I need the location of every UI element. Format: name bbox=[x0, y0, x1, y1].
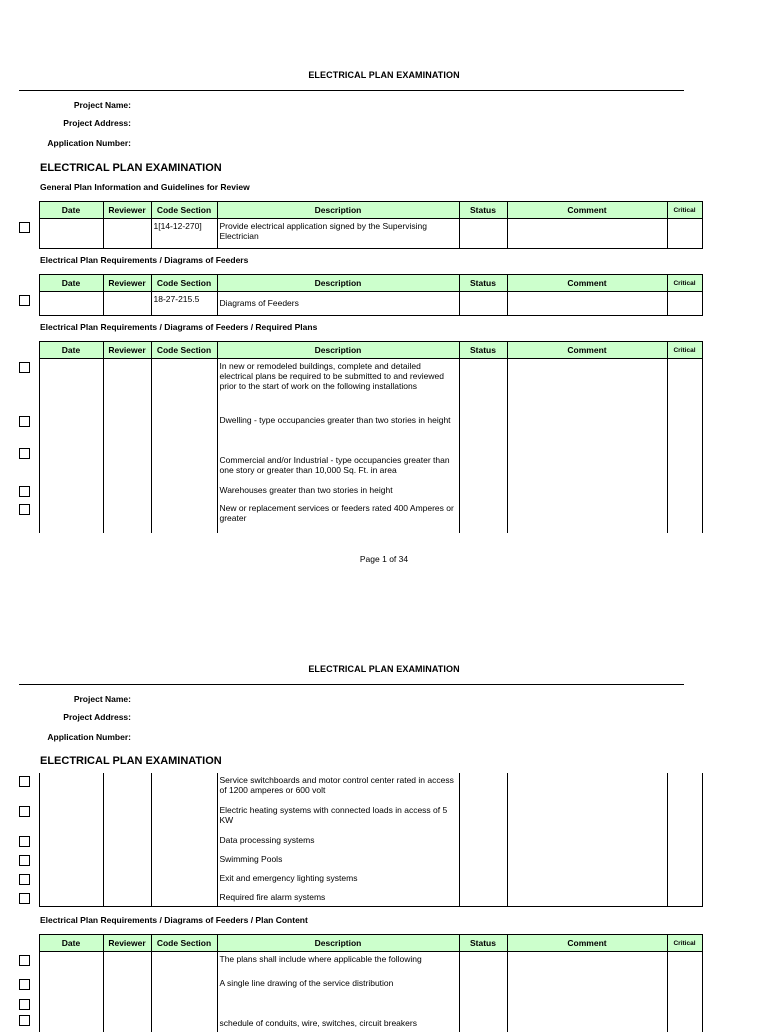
comment-cell[interactable] bbox=[507, 871, 667, 890]
col-description: Description bbox=[217, 275, 459, 292]
comment-cell[interactable] bbox=[507, 852, 667, 871]
date-cell[interactable] bbox=[39, 483, 103, 501]
table-row bbox=[19, 219, 702, 249]
col-reviewer: Reviewer bbox=[103, 935, 151, 952]
date-cell[interactable] bbox=[39, 871, 103, 890]
reviewer-cell[interactable] bbox=[103, 219, 151, 249]
comment-cell[interactable] bbox=[507, 803, 667, 833]
critical-cell[interactable] bbox=[667, 833, 702, 852]
col-reviewer: Reviewer bbox=[103, 275, 151, 292]
date-cell[interactable] bbox=[39, 890, 103, 906]
reviewer-cell[interactable] bbox=[103, 833, 151, 852]
review-checkbox[interactable] bbox=[19, 295, 30, 306]
section-title: ELECTRICAL PLAN EXAMINATION bbox=[40, 162, 222, 174]
comment-cell[interactable] bbox=[507, 501, 667, 533]
table-row bbox=[19, 445, 702, 483]
critical-cell[interactable] bbox=[667, 219, 702, 249]
status-cell[interactable] bbox=[459, 803, 507, 833]
review-checkbox[interactable] bbox=[19, 893, 30, 904]
code-section-cell bbox=[151, 773, 217, 803]
comment-cell[interactable] bbox=[507, 445, 667, 483]
table-row bbox=[19, 359, 702, 413]
critical-cell[interactable] bbox=[667, 996, 702, 1012]
code-section-cell bbox=[151, 483, 217, 501]
review-checkbox[interactable] bbox=[19, 776, 30, 787]
review-checkbox[interactable] bbox=[19, 486, 30, 497]
description-cell: A single line drawing of the service distribution bbox=[217, 976, 459, 996]
review-checkbox[interactable] bbox=[19, 222, 30, 233]
col-description: Description bbox=[217, 935, 459, 952]
status-cell[interactable] bbox=[459, 413, 507, 445]
table-row bbox=[19, 890, 702, 906]
reviewer-cell[interactable] bbox=[103, 483, 151, 501]
status-cell[interactable] bbox=[459, 445, 507, 483]
doc-title: ELECTRICAL PLAN EXAMINATION bbox=[308, 70, 460, 80]
comment-cell[interactable] bbox=[507, 1012, 667, 1032]
code-section-cell bbox=[151, 952, 217, 976]
reviewer-cell[interactable] bbox=[103, 445, 151, 483]
critical-cell[interactable] bbox=[667, 976, 702, 996]
code-section-cell bbox=[151, 996, 217, 1012]
code-section-cell bbox=[151, 852, 217, 871]
col-status: Status bbox=[459, 202, 507, 219]
review-table bbox=[19, 341, 703, 533]
critical-cell[interactable] bbox=[667, 483, 702, 501]
status-cell[interactable] bbox=[459, 219, 507, 249]
code-section-cell bbox=[151, 445, 217, 483]
header-rule bbox=[19, 90, 684, 91]
status-cell[interactable] bbox=[459, 359, 507, 413]
application-number-label: Application Number: bbox=[47, 732, 131, 742]
comment-cell[interactable] bbox=[507, 413, 667, 445]
project-address-label: Project Address: bbox=[63, 712, 131, 722]
col-status: Status bbox=[459, 935, 507, 952]
date-cell[interactable] bbox=[39, 773, 103, 803]
review-checkbox[interactable] bbox=[19, 806, 30, 817]
review-checkbox[interactable] bbox=[19, 955, 30, 966]
description-cell: Service switchboards and motor control center rated in access of 1200 amperes or 600 volt bbox=[217, 773, 459, 803]
subsection-title: Electrical Plan Requirements / Diagrams of Feeders bbox=[40, 255, 249, 265]
review-checkbox[interactable] bbox=[19, 836, 30, 847]
critical-cell[interactable] bbox=[667, 952, 702, 976]
col-reviewer: Reviewer bbox=[103, 202, 151, 219]
project-name-label: Project Name: bbox=[73, 100, 131, 110]
date-cell[interactable] bbox=[39, 292, 103, 316]
code-section-cell bbox=[151, 413, 217, 445]
code-section-cell: 18-27-215.5 bbox=[151, 292, 217, 316]
critical-cell[interactable] bbox=[667, 292, 702, 316]
table-row bbox=[19, 1012, 702, 1032]
subsection-title: General Plan Information and Guidelines for Review bbox=[40, 182, 250, 192]
description-cell: In new or remodeled buildings, complete and detailed electrical plans be required to be submitted to and reviewed prior to the start of work on the following installations bbox=[217, 359, 459, 413]
review-table-continued bbox=[19, 773, 703, 907]
doc-title: ELECTRICAL PLAN EXAMINATION bbox=[308, 664, 460, 674]
critical-cell[interactable] bbox=[667, 445, 702, 483]
reviewer-cell[interactable] bbox=[103, 359, 151, 413]
review-checkbox[interactable] bbox=[19, 855, 30, 866]
status-cell[interactable] bbox=[459, 292, 507, 316]
description-cell: Exit and emergency lighting systems bbox=[217, 871, 459, 890]
description-cell: Electric heating systems with connected loads in access of 5 KW bbox=[217, 803, 459, 833]
col-comment: Comment bbox=[507, 202, 667, 219]
description-cell: schedule of conduits, wire, switches, circuit breakers bbox=[217, 1012, 459, 1032]
date-cell[interactable] bbox=[39, 359, 103, 413]
col-date: Date bbox=[39, 342, 103, 359]
critical-cell[interactable] bbox=[667, 359, 702, 413]
header-rule bbox=[19, 684, 684, 685]
table-row bbox=[19, 976, 702, 996]
status-cell[interactable] bbox=[459, 833, 507, 852]
col-date: Date bbox=[39, 202, 103, 219]
reviewer-cell[interactable] bbox=[103, 803, 151, 833]
description-cell: Dwelling - type occupancies greater than two stories in height bbox=[217, 413, 459, 445]
comment-cell[interactable] bbox=[507, 976, 667, 996]
date-cell[interactable] bbox=[39, 1012, 103, 1032]
reviewer-cell[interactable] bbox=[103, 996, 151, 1012]
status-cell[interactable] bbox=[459, 996, 507, 1012]
status-cell[interactable] bbox=[459, 852, 507, 871]
col-status: Status bbox=[459, 342, 507, 359]
date-cell[interactable] bbox=[39, 976, 103, 996]
code-section-cell bbox=[151, 501, 217, 533]
reviewer-cell[interactable] bbox=[103, 413, 151, 445]
status-cell[interactable] bbox=[459, 1012, 507, 1032]
reviewer-cell[interactable] bbox=[103, 852, 151, 871]
col-description: Description bbox=[217, 202, 459, 219]
table-row bbox=[19, 852, 702, 871]
col-critical: Critical bbox=[667, 935, 702, 952]
review-checkbox[interactable] bbox=[19, 504, 30, 515]
code-section-cell bbox=[151, 871, 217, 890]
description-cell: Warehouses greater than two stories in height bbox=[217, 483, 459, 501]
review-table bbox=[19, 201, 703, 249]
status-cell[interactable] bbox=[459, 952, 507, 976]
critical-cell[interactable] bbox=[667, 890, 702, 906]
comment-cell[interactable] bbox=[507, 359, 667, 413]
description-cell bbox=[217, 996, 459, 1012]
reviewer-cell[interactable] bbox=[103, 1012, 151, 1032]
comment-cell[interactable] bbox=[507, 773, 667, 803]
col-comment: Comment bbox=[507, 275, 667, 292]
description-cell: Swimming Pools bbox=[217, 852, 459, 871]
description-cell: New or replacement services or feeders rated 400 Amperes or greater bbox=[217, 501, 459, 533]
description-cell: Data processing systems bbox=[217, 833, 459, 852]
review-checkbox[interactable] bbox=[19, 416, 30, 427]
description-cell: Provide electrical application signed by the Supervising Electrician bbox=[217, 219, 459, 249]
date-cell[interactable] bbox=[39, 852, 103, 871]
reviewer-cell[interactable] bbox=[103, 976, 151, 996]
comment-cell[interactable] bbox=[507, 996, 667, 1012]
col-critical: Critical bbox=[667, 275, 702, 292]
col-critical: Critical bbox=[667, 342, 702, 359]
review-checkbox[interactable] bbox=[19, 448, 30, 459]
status-cell[interactable] bbox=[459, 773, 507, 803]
comment-cell[interactable] bbox=[507, 890, 667, 906]
date-cell[interactable] bbox=[39, 413, 103, 445]
code-section-cell bbox=[151, 976, 217, 996]
critical-cell[interactable] bbox=[667, 413, 702, 445]
code-section-cell bbox=[151, 803, 217, 833]
comment-cell[interactable] bbox=[507, 833, 667, 852]
code-section-cell bbox=[151, 833, 217, 852]
table-row bbox=[19, 773, 702, 803]
description-cell: Commercial and/or Industrial - type occupancies greater than one story or greater than 10,000 Sq. Ft. in area bbox=[217, 445, 459, 483]
col-code-section: Code Section bbox=[151, 342, 217, 359]
review-checkbox[interactable] bbox=[19, 362, 30, 373]
date-cell[interactable] bbox=[39, 952, 103, 976]
col-comment: Comment bbox=[507, 935, 667, 952]
critical-cell[interactable] bbox=[667, 871, 702, 890]
col-status: Status bbox=[459, 275, 507, 292]
critical-cell[interactable] bbox=[667, 501, 702, 533]
subsection-title: Electrical Plan Requirements / Diagrams of Feeders / Plan Content bbox=[40, 915, 308, 925]
review-checkbox[interactable] bbox=[19, 999, 30, 1010]
reviewer-cell[interactable] bbox=[103, 292, 151, 316]
subsection-title: Electrical Plan Requirements / Diagrams of Feeders / Required Plans bbox=[40, 322, 318, 332]
date-cell[interactable] bbox=[39, 219, 103, 249]
table-row bbox=[19, 871, 702, 890]
project-address-label: Project Address: bbox=[63, 118, 131, 128]
application-number-label: Application Number: bbox=[47, 138, 131, 148]
col-date: Date bbox=[39, 935, 103, 952]
status-cell[interactable] bbox=[459, 890, 507, 906]
col-comment: Comment bbox=[507, 342, 667, 359]
reviewer-cell[interactable] bbox=[103, 890, 151, 906]
col-critical: Critical bbox=[667, 202, 702, 219]
description-cell: The plans shall include where applicable the following bbox=[217, 952, 459, 976]
col-code-section: Code Section bbox=[151, 935, 217, 952]
critical-cell[interactable] bbox=[667, 773, 702, 803]
page-number: Page 1 of 34 bbox=[359, 554, 409, 564]
date-cell[interactable] bbox=[39, 445, 103, 483]
review-table bbox=[19, 274, 703, 316]
reviewer-cell[interactable] bbox=[103, 773, 151, 803]
comment-cell[interactable] bbox=[507, 292, 667, 316]
table-row bbox=[19, 952, 702, 976]
reviewer-cell[interactable] bbox=[103, 871, 151, 890]
date-cell[interactable] bbox=[39, 803, 103, 833]
comment-cell[interactable] bbox=[507, 219, 667, 249]
project-name-label: Project Name: bbox=[73, 694, 131, 704]
code-section-cell bbox=[151, 890, 217, 906]
comment-cell[interactable] bbox=[507, 952, 667, 976]
description-cell: Diagrams of Feeders bbox=[217, 292, 459, 316]
code-section-cell: 1[14-12-270] bbox=[151, 219, 217, 249]
col-date: Date bbox=[39, 275, 103, 292]
date-cell[interactable] bbox=[39, 996, 103, 1012]
comment-cell[interactable] bbox=[507, 483, 667, 501]
col-code-section: Code Section bbox=[151, 202, 217, 219]
status-cell[interactable] bbox=[459, 976, 507, 996]
table-row bbox=[19, 292, 702, 316]
table-row bbox=[19, 996, 702, 1012]
col-reviewer: Reviewer bbox=[103, 342, 151, 359]
status-cell[interactable] bbox=[459, 483, 507, 501]
code-section-cell bbox=[151, 359, 217, 413]
review-checkbox[interactable] bbox=[19, 874, 30, 885]
table-row bbox=[19, 803, 702, 833]
status-cell[interactable] bbox=[459, 501, 507, 533]
section-title: ELECTRICAL PLAN EXAMINATION bbox=[40, 755, 222, 767]
table-row bbox=[19, 501, 702, 533]
table-row bbox=[19, 833, 702, 852]
date-cell[interactable] bbox=[39, 833, 103, 852]
critical-cell[interactable] bbox=[667, 1012, 702, 1032]
col-description: Description bbox=[217, 342, 459, 359]
description-cell: Required fire alarm systems bbox=[217, 890, 459, 906]
code-section-cell bbox=[151, 1012, 217, 1032]
table-row bbox=[19, 483, 702, 501]
table-row bbox=[19, 413, 702, 445]
status-cell[interactable] bbox=[459, 871, 507, 890]
reviewer-cell[interactable] bbox=[103, 501, 151, 533]
review-checkbox[interactable] bbox=[19, 979, 30, 990]
review-table bbox=[19, 934, 703, 1032]
date-cell[interactable] bbox=[39, 501, 103, 533]
reviewer-cell[interactable] bbox=[103, 952, 151, 976]
critical-cell[interactable] bbox=[667, 803, 702, 833]
critical-cell[interactable] bbox=[667, 852, 702, 871]
col-code-section: Code Section bbox=[151, 275, 217, 292]
